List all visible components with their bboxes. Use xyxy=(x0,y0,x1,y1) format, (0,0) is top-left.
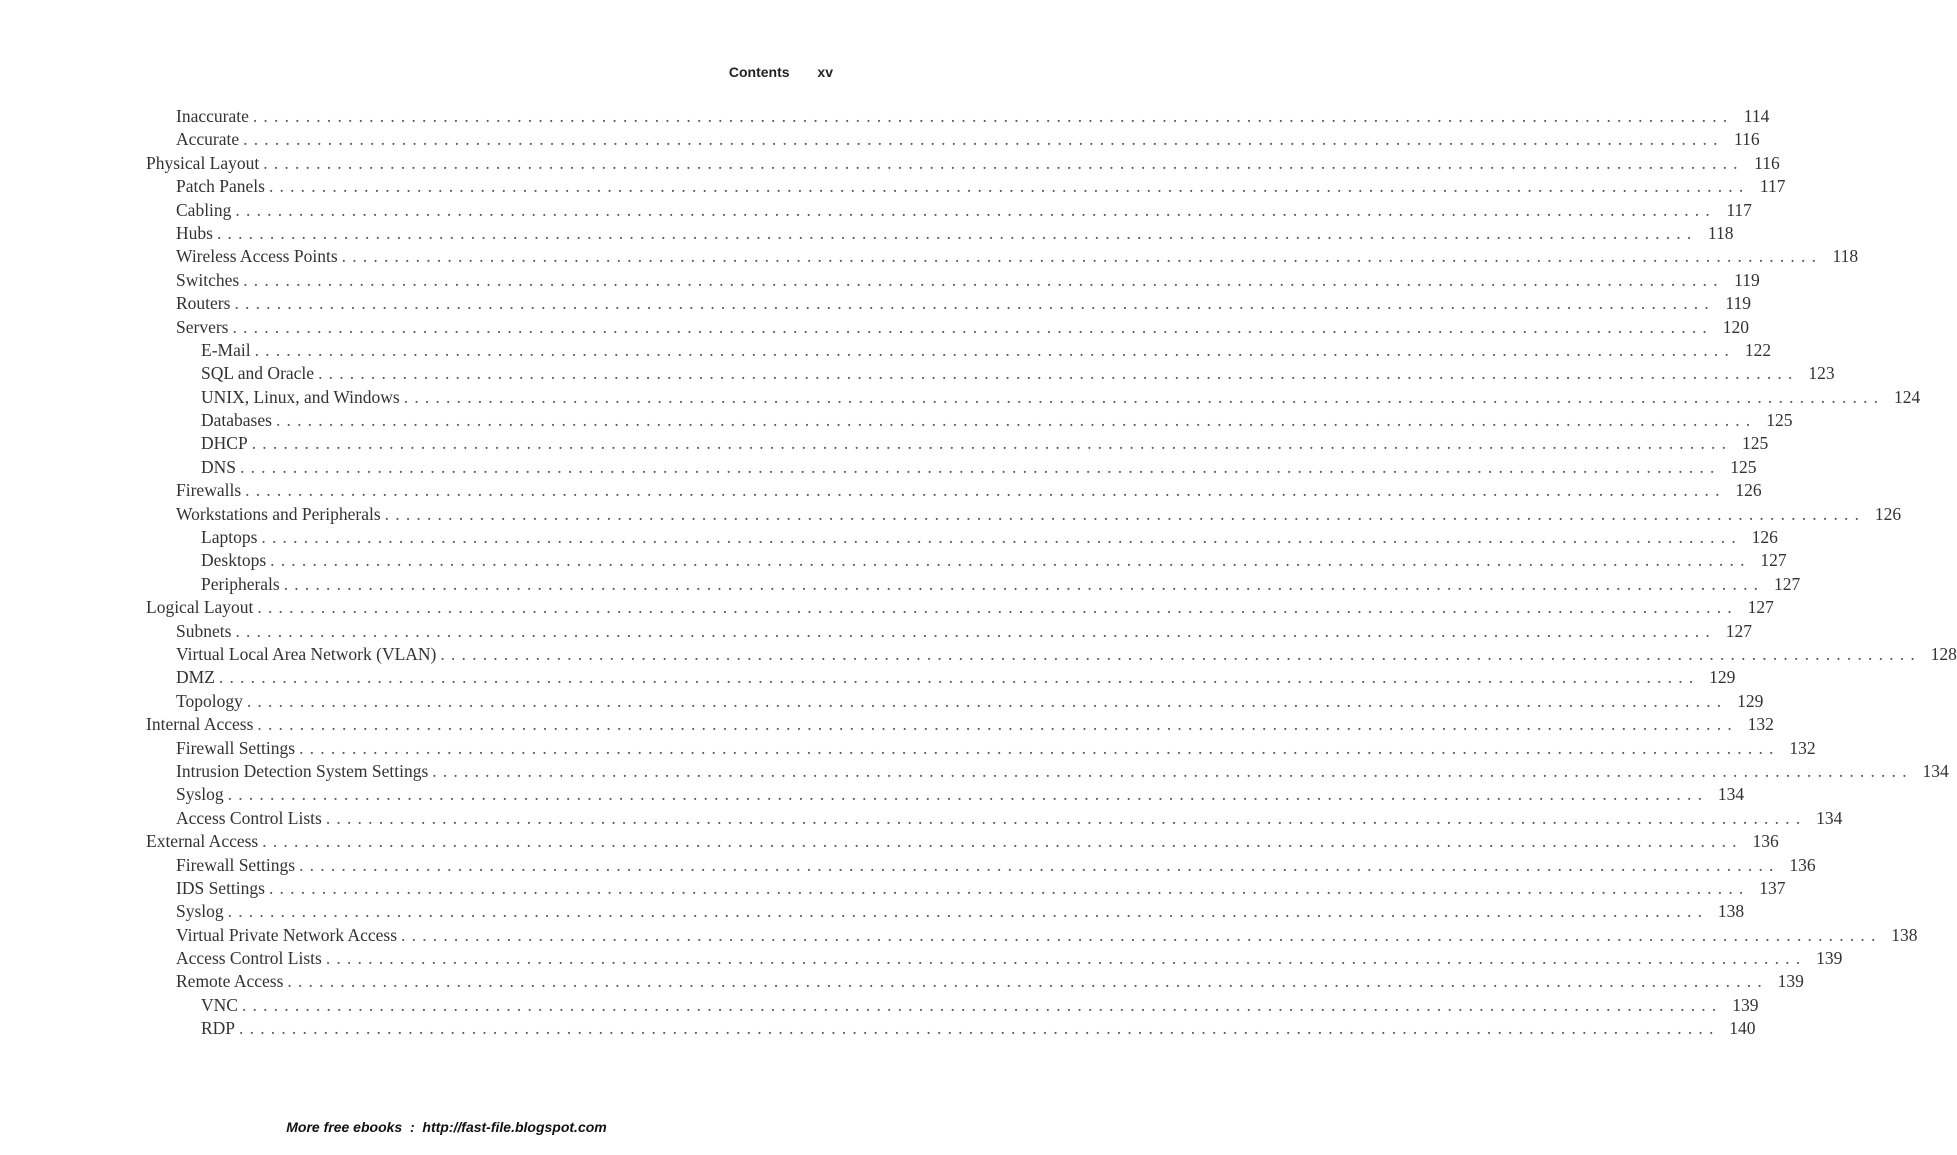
toc-entry-page-number: 117 xyxy=(1726,199,1752,220)
toc-entry[interactable] xyxy=(146,152,1780,175)
toc-entry-title: Cabling xyxy=(176,199,232,220)
toc-entry[interactable] xyxy=(146,292,1751,315)
toc-entry-page-number: 123 xyxy=(1808,363,1835,384)
toc-dot-leader: ............................................................................................................................................ xyxy=(299,854,1780,875)
toc-entry-page-number: 127 xyxy=(1760,550,1787,571)
table-of-contents xyxy=(146,105,1957,1041)
toc-entry-title: Remote Access xyxy=(176,971,284,992)
toc-entry-page-number: 132 xyxy=(1747,714,1774,735)
toc-entry-title: Logical Layout xyxy=(146,597,254,618)
toc-entry-page-number: 139 xyxy=(1777,971,1804,992)
toc-dot-leader: ............................................................................................................................................ xyxy=(262,831,1743,852)
toc-entry[interactable] xyxy=(146,830,1779,853)
toc-entry-page-number: 118 xyxy=(1832,246,1859,267)
toc-entry-page-number: 116 xyxy=(1754,152,1780,173)
toc-entry[interactable] xyxy=(146,783,1745,806)
toc-entry-page-number: 127 xyxy=(1725,620,1752,641)
toc-entry-title: Patch Panels xyxy=(176,176,265,197)
toc-entry-title: Laptops xyxy=(201,527,258,548)
toc-dot-leader: ............................................................................................................................................ xyxy=(216,222,1698,243)
toc-dot-leader: ............................................................................................................................................ xyxy=(235,620,1716,641)
toc-dot-leader: ............................................................................................................................................ xyxy=(240,456,1721,477)
toc-entry-page-number: 134 xyxy=(1816,807,1843,828)
toc-entry[interactable] xyxy=(146,713,1774,736)
toc-entry-page-number: 139 xyxy=(1816,948,1843,969)
toc-entry-title: Routers xyxy=(176,293,231,314)
toc-entry-page-number: 120 xyxy=(1722,316,1749,337)
toc-entry-title: Accurate xyxy=(176,129,240,150)
toc-entry-title: Wireless Access Points xyxy=(176,246,338,267)
toc-entry-page-number: 125 xyxy=(1730,456,1757,477)
toc-entry-title: E-Mail xyxy=(201,339,251,360)
toc-dot-leader: ............................................................................................................................................ xyxy=(384,503,1866,524)
toc-entry[interactable] xyxy=(146,596,1774,619)
toc-entry-title: Intrusion Detection System Settings xyxy=(176,760,429,781)
toc-entry-page-number: 126 xyxy=(1874,503,1902,524)
toc-entry-page-number: 114 xyxy=(1743,106,1770,126)
toc-entry[interactable] xyxy=(146,316,1749,339)
toc-entry[interactable] xyxy=(146,456,1757,479)
toc-entry-page-number: 136 xyxy=(1752,831,1779,852)
toc-entry[interactable] xyxy=(146,526,1778,549)
toc-entry-title: SQL and Oracle xyxy=(201,363,315,384)
toc-entry-title: Topology xyxy=(176,690,243,711)
toc-dot-leader: ............................................................................................................................................ xyxy=(287,971,1768,992)
toc-dot-leader: ............................................................................................................................................ xyxy=(283,573,1765,594)
toc-entry-page-number: 126 xyxy=(1735,480,1762,501)
toc-entry[interactable] xyxy=(146,269,1760,292)
toc-dot-leader: ............................................................................................................................................ xyxy=(318,363,1799,384)
toc-entry-page-number: 127 xyxy=(1773,573,1801,594)
toc-entry-title: External Access xyxy=(146,831,259,852)
toc-entry-title: DMZ xyxy=(176,667,215,688)
toc-dot-leader: ............................................................................................................................................ xyxy=(299,737,1780,758)
toc-dot-leader: ............................................................................................................................................ xyxy=(227,784,1709,805)
toc-entry[interactable] xyxy=(146,175,1786,198)
toc-dot-leader: ............................................................................................................................................ xyxy=(275,410,1757,431)
toc-dot-leader: ............................................................................................................................................ xyxy=(246,690,1728,711)
toc-dot-leader: ............................................................................................................................................ xyxy=(403,386,1885,407)
toc-entry-title: RDP xyxy=(201,1018,236,1039)
toc-entry[interactable] xyxy=(146,900,1745,923)
toc-entry-page-number: 138 xyxy=(1717,901,1745,922)
toc-entry[interactable] xyxy=(146,432,1769,455)
toc-entry[interactable] xyxy=(146,1017,1756,1040)
toc-dot-leader: ............................................................................................................................................ xyxy=(257,597,1738,618)
toc-entry-title: Syslog xyxy=(176,784,224,805)
toc-dot-leader: ............................................................................................................................................ xyxy=(239,1018,1720,1039)
toc-dot-leader: ............................................................................................................................................ xyxy=(245,480,1726,501)
toc-dot-leader: ............................................................................................................................................ xyxy=(227,901,1709,922)
toc-entry-page-number: 134 xyxy=(1717,784,1745,805)
toc-entry-title: Hubs xyxy=(176,222,213,243)
toc-entry-page-number: 119 xyxy=(1734,269,1760,290)
toc-dot-leader: ............................................................................................................................................ xyxy=(268,877,1750,898)
toc-entry-title: Inaccurate xyxy=(176,106,249,126)
toc-entry-title: Physical Layout xyxy=(146,152,260,173)
toc-entry[interactable] xyxy=(146,807,1843,830)
running-head-title: Contents xyxy=(728,64,790,80)
toc-entry[interactable] xyxy=(146,666,1736,689)
toc-entry-title: Virtual Private Network Access xyxy=(176,924,398,945)
toc-dot-leader: ............................................................................................................................................ xyxy=(268,176,1750,197)
toc-entry[interactable] xyxy=(146,128,1760,151)
toc-entry-page-number: 136 xyxy=(1789,854,1816,875)
toc-entry[interactable] xyxy=(146,549,1787,572)
toc-entry[interactable] xyxy=(146,970,1804,993)
toc-entry-page-number: 128 xyxy=(1930,643,1957,664)
toc-entry-page-number: 139 xyxy=(1732,994,1759,1015)
toc-entry-title: VNC xyxy=(201,994,238,1015)
toc-entry[interactable] xyxy=(146,877,1786,900)
toc-dot-leader: ............................................................................................................................................ xyxy=(261,527,1742,548)
toc-dot-leader: ............................................................................................................................................ xyxy=(251,433,1733,454)
toc-entry-title: DHCP xyxy=(201,433,248,454)
toc-entry-title: DNS xyxy=(201,456,237,477)
toc-entry-title: Virtual Local Area Network (VLAN) xyxy=(176,643,437,664)
toc-entry[interactable] xyxy=(146,620,1752,643)
toc-entry-title: Databases xyxy=(201,410,272,431)
toc-dot-leader: ............................................................................................................................................ xyxy=(252,106,1734,126)
toc-dot-leader: ............................................................................................................................................ xyxy=(243,269,1724,290)
toc-dot-leader: ............................................................................................................................................ xyxy=(254,339,1736,360)
toc-dot-leader: ............................................................................................................................................ xyxy=(325,948,1807,969)
toc-dot-leader: ............................................................................................................................................ xyxy=(235,199,1716,220)
toc-entry-title: Desktops xyxy=(201,550,267,571)
toc-entry-page-number: 124 xyxy=(1894,386,1921,407)
toc-entry[interactable] xyxy=(146,737,1816,760)
toc-entry[interactable] xyxy=(146,994,1759,1017)
toc-entry-title: Firewall Settings xyxy=(176,737,296,758)
toc-entry[interactable] xyxy=(146,643,1957,666)
toc-dot-leader: ............................................................................................................................................ xyxy=(241,994,1723,1015)
toc-entry-page-number: 138 xyxy=(1891,924,1918,945)
toc-dot-leader: ............................................................................................................................................ xyxy=(243,129,1724,150)
toc-entry-page-number: 132 xyxy=(1789,737,1816,758)
toc-entry-page-number: 116 xyxy=(1734,129,1760,150)
toc-entry-page-number: 125 xyxy=(1766,410,1793,431)
toc-entry[interactable] xyxy=(146,479,1762,502)
toc-dot-leader: ............................................................................................................................................ xyxy=(440,643,1921,664)
toc-entry-page-number: 122 xyxy=(1744,339,1772,360)
toc-dot-leader: ............................................................................................................................................ xyxy=(432,760,1913,781)
toc-entry[interactable] xyxy=(146,947,1843,970)
toc-entry-title: Workstations and Peripherals xyxy=(176,503,381,524)
toc-entry-page-number: 140 xyxy=(1729,1018,1756,1039)
toc-dot-leader: ............................................................................................................................................ xyxy=(341,246,1823,267)
toc-entry[interactable] xyxy=(146,222,1734,245)
running-head-page-number: xv xyxy=(817,64,833,80)
toc-dot-leader: ............................................................................................................................................ xyxy=(270,550,1751,571)
toc-entry-title: Servers xyxy=(176,316,229,337)
toc-entry-page-number: 127 xyxy=(1747,597,1774,618)
toc-entry[interactable] xyxy=(146,245,1859,268)
toc-dot-leader: ............................................................................................................................................ xyxy=(401,924,1882,945)
toc-entry-page-number: 118 xyxy=(1707,222,1734,243)
toc-entry-title: Internal Access xyxy=(146,714,254,735)
toc-entry[interactable] xyxy=(146,199,1752,222)
toc-entry[interactable] xyxy=(146,924,1918,947)
toc-entry[interactable] xyxy=(146,573,1801,596)
toc-dot-leader: ............................................................................................................................................ xyxy=(263,152,1744,173)
toc-entry-title: Peripherals xyxy=(201,573,280,594)
toc-entry[interactable] xyxy=(146,690,1764,713)
toc-entry-title: UNIX, Linux, and Windows xyxy=(201,386,400,407)
toc-entry-title: Subnets xyxy=(176,620,232,641)
toc-entry[interactable] xyxy=(146,760,1949,783)
toc-entry-title: Access Control Lists xyxy=(176,807,322,828)
toc-dot-leader: ............................................................................................................................................ xyxy=(257,714,1738,735)
toc-dot-leader: ............................................................................................................................................ xyxy=(234,293,1715,314)
footer-note: More free ebooks : http://fast-file.blogspot.com xyxy=(286,1119,607,1135)
toc-entry[interactable] xyxy=(146,339,1772,362)
toc-entry-page-number: 137 xyxy=(1759,877,1786,898)
toc-entry-title: Firewalls xyxy=(176,480,242,501)
toc-entry-title: Firewall Settings xyxy=(176,854,296,875)
toc-entry-page-number: 125 xyxy=(1741,433,1769,454)
toc-entry-page-number: 117 xyxy=(1759,176,1786,197)
toc-entry-title: IDS Settings xyxy=(176,877,265,898)
toc-entry[interactable] xyxy=(146,409,1793,432)
toc-entry-title: Syslog xyxy=(176,901,224,922)
toc-entry-page-number: 134 xyxy=(1922,760,1949,781)
toc-entry[interactable] xyxy=(146,854,1816,877)
toc-dot-leader: ............................................................................................................................................ xyxy=(325,807,1807,828)
running-head xyxy=(729,64,833,80)
toc-dot-leader: ............................................................................................................................................ xyxy=(218,667,1700,688)
toc-entry-title: Switches xyxy=(176,269,240,290)
toc-entry-page-number: 129 xyxy=(1737,690,1764,711)
toc-entry-page-number: 129 xyxy=(1709,667,1736,688)
toc-entry[interactable] xyxy=(146,362,1835,385)
toc-entry-title: Access Control Lists xyxy=(176,948,322,969)
toc-entry[interactable] xyxy=(146,105,1770,128)
toc-entry-page-number: 119 xyxy=(1725,293,1751,314)
toc-dot-leader: ............................................................................................................................................ xyxy=(232,316,1713,337)
toc-entry[interactable] xyxy=(146,503,1902,526)
toc-entry[interactable] xyxy=(146,386,1921,409)
toc-entry-page-number: 126 xyxy=(1751,527,1778,548)
